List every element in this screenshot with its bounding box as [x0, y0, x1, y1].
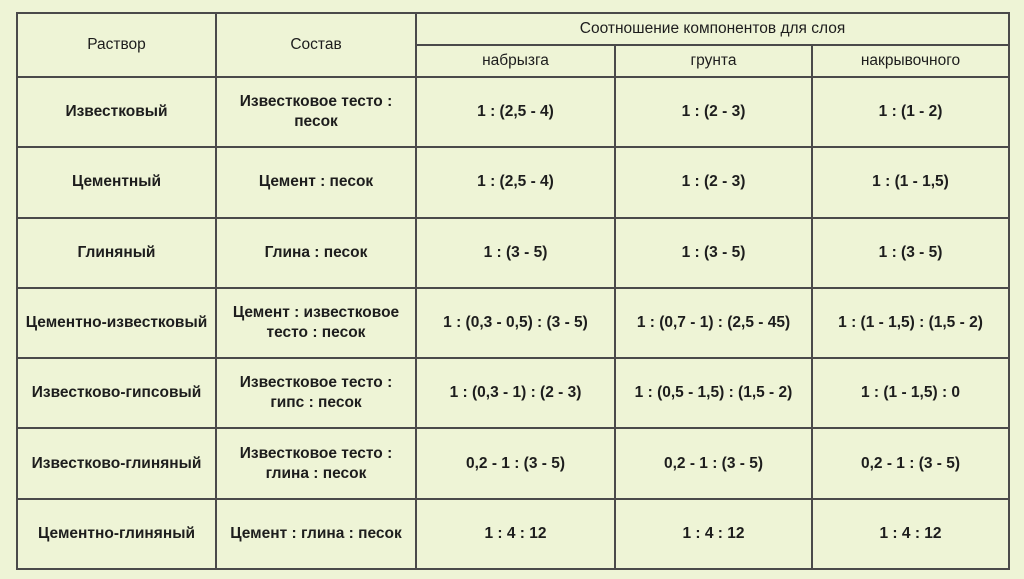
ratio-cell: 1 : (2 - 3) [615, 147, 812, 217]
table-row [17, 147, 1009, 217]
composition-cell: Глина : песок [216, 218, 416, 288]
solution-cell: Цементно-глиняный [17, 499, 216, 569]
table-row [17, 358, 1009, 428]
composition-cell: Цемент : известковое тесто : песок [216, 288, 416, 358]
composition-cell: Известковое тесто : песок [216, 77, 416, 147]
ratio-cell: 1 : (3 - 5) [615, 218, 812, 288]
ratio-cell: 1 : (0,3 - 0,5) : (3 - 5) [416, 288, 615, 358]
ratio-cell: 1 : (0,5 - 1,5) : (1,5 - 2) [615, 358, 812, 428]
ratio-cell: 1 : (1 - 2) [812, 77, 1009, 147]
ratio-cell: 1 : 4 : 12 [812, 499, 1009, 569]
solution-cell: Известково-глиняный [17, 428, 216, 498]
header-layer-spray: набрызга [416, 45, 615, 77]
ratio-cell: 1 : (0,7 - 1) : (2,5 - 45) [615, 288, 812, 358]
ratio-cell: 1 : (2,5 - 4) [416, 147, 615, 217]
table-row [17, 428, 1009, 498]
ratio-cell: 1 : (2 - 3) [615, 77, 812, 147]
ratio-cell: 1 : (1 - 1,5) : (1,5 - 2) [812, 288, 1009, 358]
ratio-cell: 1 : (3 - 5) [416, 218, 615, 288]
solution-cell: Известковый [17, 77, 216, 147]
mortar-ratio-table [16, 12, 1010, 570]
composition-cell: Цемент : песок [216, 147, 416, 217]
table-row [17, 288, 1009, 358]
ratio-cell: 0,2 - 1 : (3 - 5) [812, 428, 1009, 498]
header-layer-finish: накрывочного [812, 45, 1009, 77]
solution-cell: Глиняный [17, 218, 216, 288]
ratio-cell: 1 : (1 - 1,5) [812, 147, 1009, 217]
ratio-cell: 0,2 - 1 : (3 - 5) [615, 428, 812, 498]
table-row [17, 218, 1009, 288]
solution-cell: Цементный [17, 147, 216, 217]
header-composition: Состав [216, 13, 416, 77]
header-layer-primer: грунта [615, 45, 812, 77]
solution-cell: Известково-гипсовый [17, 358, 216, 428]
table-row [17, 77, 1009, 147]
table-row [17, 499, 1009, 569]
header-solution: Раствор [17, 13, 216, 77]
composition-cell: Цемент : глина : песок [216, 499, 416, 569]
ratio-cell: 1 : 4 : 12 [615, 499, 812, 569]
ratio-cell: 1 : (2,5 - 4) [416, 77, 615, 147]
composition-cell: Известковое тесто : глина : песок [216, 428, 416, 498]
header-ratio-group: Соотношение компонентов для слоя [416, 13, 1009, 45]
solution-cell: Цементно-известковый [17, 288, 216, 358]
ratio-cell: 1 : (1 - 1,5) : 0 [812, 358, 1009, 428]
ratio-cell: 1 : (3 - 5) [812, 218, 1009, 288]
ratio-cell: 0,2 - 1 : (3 - 5) [416, 428, 615, 498]
composition-cell: Известковое тесто : гипс : песок [216, 358, 416, 428]
ratio-cell: 1 : (0,3 - 1) : (2 - 3) [416, 358, 615, 428]
ratio-cell: 1 : 4 : 12 [416, 499, 615, 569]
